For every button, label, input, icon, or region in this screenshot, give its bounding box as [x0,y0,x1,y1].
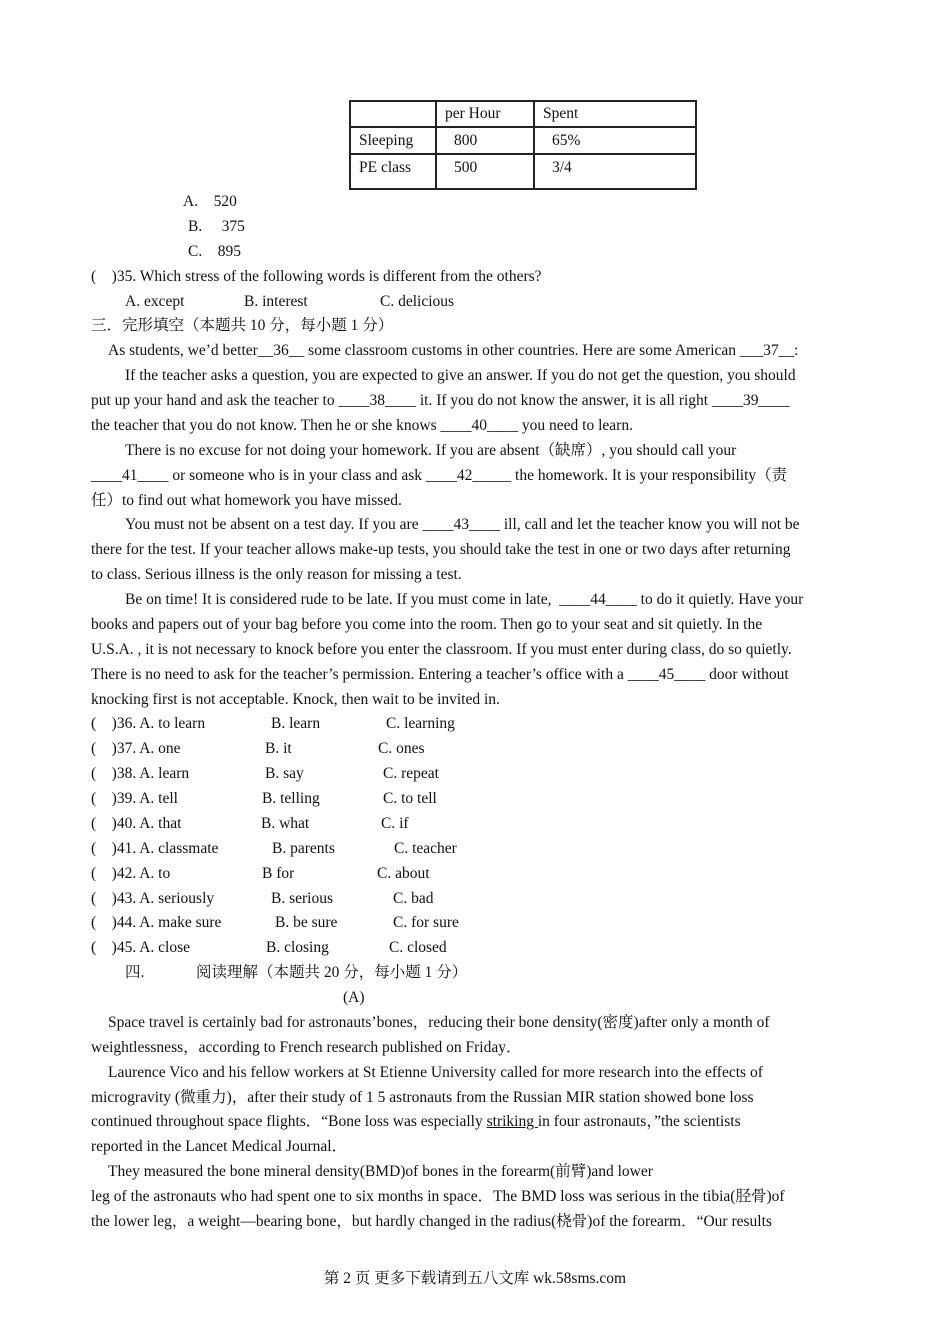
option-c: C. bad [393,889,434,907]
option: B. 375 [188,217,245,235]
reading-line: leg of the astronauts who had spent one to six months in space．The BMD loss was serious in the tibia(胫骨)of [91,1188,785,1205]
option-b: B. what [261,814,310,832]
question-row [91,936,871,961]
option-b: B. learn [271,715,321,733]
cloze-line: U.S.A. , it is not necessary to knock before you enter the classroom. If you must enter during class, do so quietly. [91,640,792,658]
option: A. 520 [183,193,237,210]
question-stem: ( )45. A. close [91,939,191,957]
cloze-line: put up your hand and ask the teacher to ____38____ it. If you do not know the answer, it is all right ____39____ [91,392,790,409]
reading-line: microgravity (微重力)，after their study of 1 5 astronauts from the Russian MIR station showed bone loss [91,1088,754,1106]
option-c: C. about [377,864,430,882]
option-c: C. repeat [383,765,439,783]
question-stem: ( )37. A. one [91,740,181,758]
section-heading [91,961,871,986]
question-row [91,737,871,762]
question-row [91,762,871,787]
option-c: C. to tell [383,790,437,807]
question-stem: ( )44. A. make sure [91,914,222,932]
question-35: ( )35. Which stress of the following words is different from the others? [91,267,542,285]
option-b: B. telling [262,790,320,807]
question-35-options [91,290,871,315]
table-header-cell [350,101,436,127]
option-b: B. it [265,740,292,758]
cloze-line: 任）to find out what homework you have missed. [91,491,402,509]
question-stem: ( )36. A. to learn [91,715,206,733]
question-row [91,887,871,912]
cloze-line: to class. Serious illness is the only reason for missing a test. [91,566,462,584]
reading-line: reported in the Lancet Medical Journal． [91,1138,348,1156]
option-b: B. say [265,765,304,783]
option-b: B for [262,864,295,882]
option-b: B. be sure [275,914,338,932]
table-cell: 500 [436,154,534,189]
section-number: 四. [125,964,145,982]
data-table [349,100,697,190]
reading-line: weightlessness，according to French research published on Friday． [91,1038,522,1056]
option-c: C. closed [389,939,447,957]
table-cell: PE class [350,154,436,189]
table-cell: 800 [436,127,534,154]
underlined-word: striking [486,1113,538,1131]
question-stem: ( )38. A. learn [91,765,190,783]
option-b: B. parents [272,839,335,857]
section-title: 阅读理解（本题共 20 分，每小题 1 分） [196,964,468,982]
page-footer: 第 2 页 更多下载请到五八文库 wk.58sms.com [323,1270,627,1287]
table-header-cell: Spent [534,101,696,127]
cloze-line: As students, we’d better__36__ some classroom customs in other countries. Here are some American ___37__: [108,342,799,360]
cloze-line: ____41____ or someone who is in your class and ask ____42_____ the homework. It is your responsibility（责 [91,466,788,484]
question-stem: ( )42. A. to [91,864,171,882]
question-row [91,862,871,887]
reading-line [91,1110,871,1135]
cloze-line: there for the test. If your teacher allows make-up tests, you should take the test in one or two days after returning [91,541,791,559]
section-heading: 三．完形填空（本题共 10 分，每小题 1 分） [91,317,394,335]
question-stem: ( )41. A. classmate [91,839,219,857]
cloze-line: There is no need to ask for the teacher’s permission. Entering a teacher’s office with a ____45____ door without [91,665,789,683]
option-c: C. teacher [394,839,457,857]
cloze-line: Be on time! It is considered rude to be late. If you must come in late, ____44____ to do it quietly. Have your [125,591,804,608]
table-cell: 3/4 [534,154,696,189]
reading-line: Space travel is certainly bad for astronauts’bones，reducing their bone density(密度)after only a month of [108,1013,770,1031]
cloze-line: books and papers out of your bag before you come into the room. Then go to your seat and sit quietly. In the [91,615,763,633]
cloze-line: If the teacher asks a question, you are expected to give an answer. If you do not get the question, you should [125,367,796,385]
question-stem: ( )43. A. seriously [91,889,215,907]
option-c: C. for sure [393,914,459,932]
option-a: A. except [125,292,185,310]
reading-line: Laurence Vico and his fellow workers at St Etienne University called for more research into the effects of [108,1063,763,1081]
document-body [91,190,871,1235]
question-row [91,911,871,936]
question-stem: ( )40. A. that [91,814,182,832]
option-c: C. learning [386,715,455,733]
question-row [91,712,871,737]
cloze-line: knocking first is not acceptable. Knock, then wait to be invited in. [91,690,500,708]
question-stem: ( )39. A. tell [91,790,178,807]
question-row [91,812,871,837]
option-c: C. ones [378,740,425,758]
option-b: B. serious [271,889,333,907]
reading-line: the lower leg，a weight—bearing bone，but hardly changed in the radius(桡骨)of the forearm．“Our results [91,1212,772,1230]
question-row [91,787,871,812]
question-row [91,837,871,862]
text: continued throughout space flights．“Bone loss was especially [91,1113,487,1131]
option-b: B. interest [244,292,308,310]
table-header-cell: per Hour [436,101,534,127]
reading-line: They measured the bone mineral density(BMD)of bones in the forearm(前臂)and lower [108,1163,653,1181]
cloze-line: You must not be absent on a test day. If you are ____43____ ill, call and let the teacher know you will not be [125,516,800,534]
passage-label: (A) [343,989,365,1006]
option: C. 895 [188,242,241,260]
cloze-line: the teacher that you do not know. Then he or she knows ____40____ you need to learn. [91,416,633,434]
text: in four astronauts，”the scientists [537,1113,741,1131]
table-cell: Sleeping [350,127,436,154]
table-cell: 65% [534,127,696,154]
cloze-line: There is no excuse for not doing your homework. If you are absent（缺席）, you should call your [125,441,737,459]
option-c: C. if [381,814,409,832]
option-b: B. closing [266,939,329,957]
option-c: C. delicious [380,292,455,310]
